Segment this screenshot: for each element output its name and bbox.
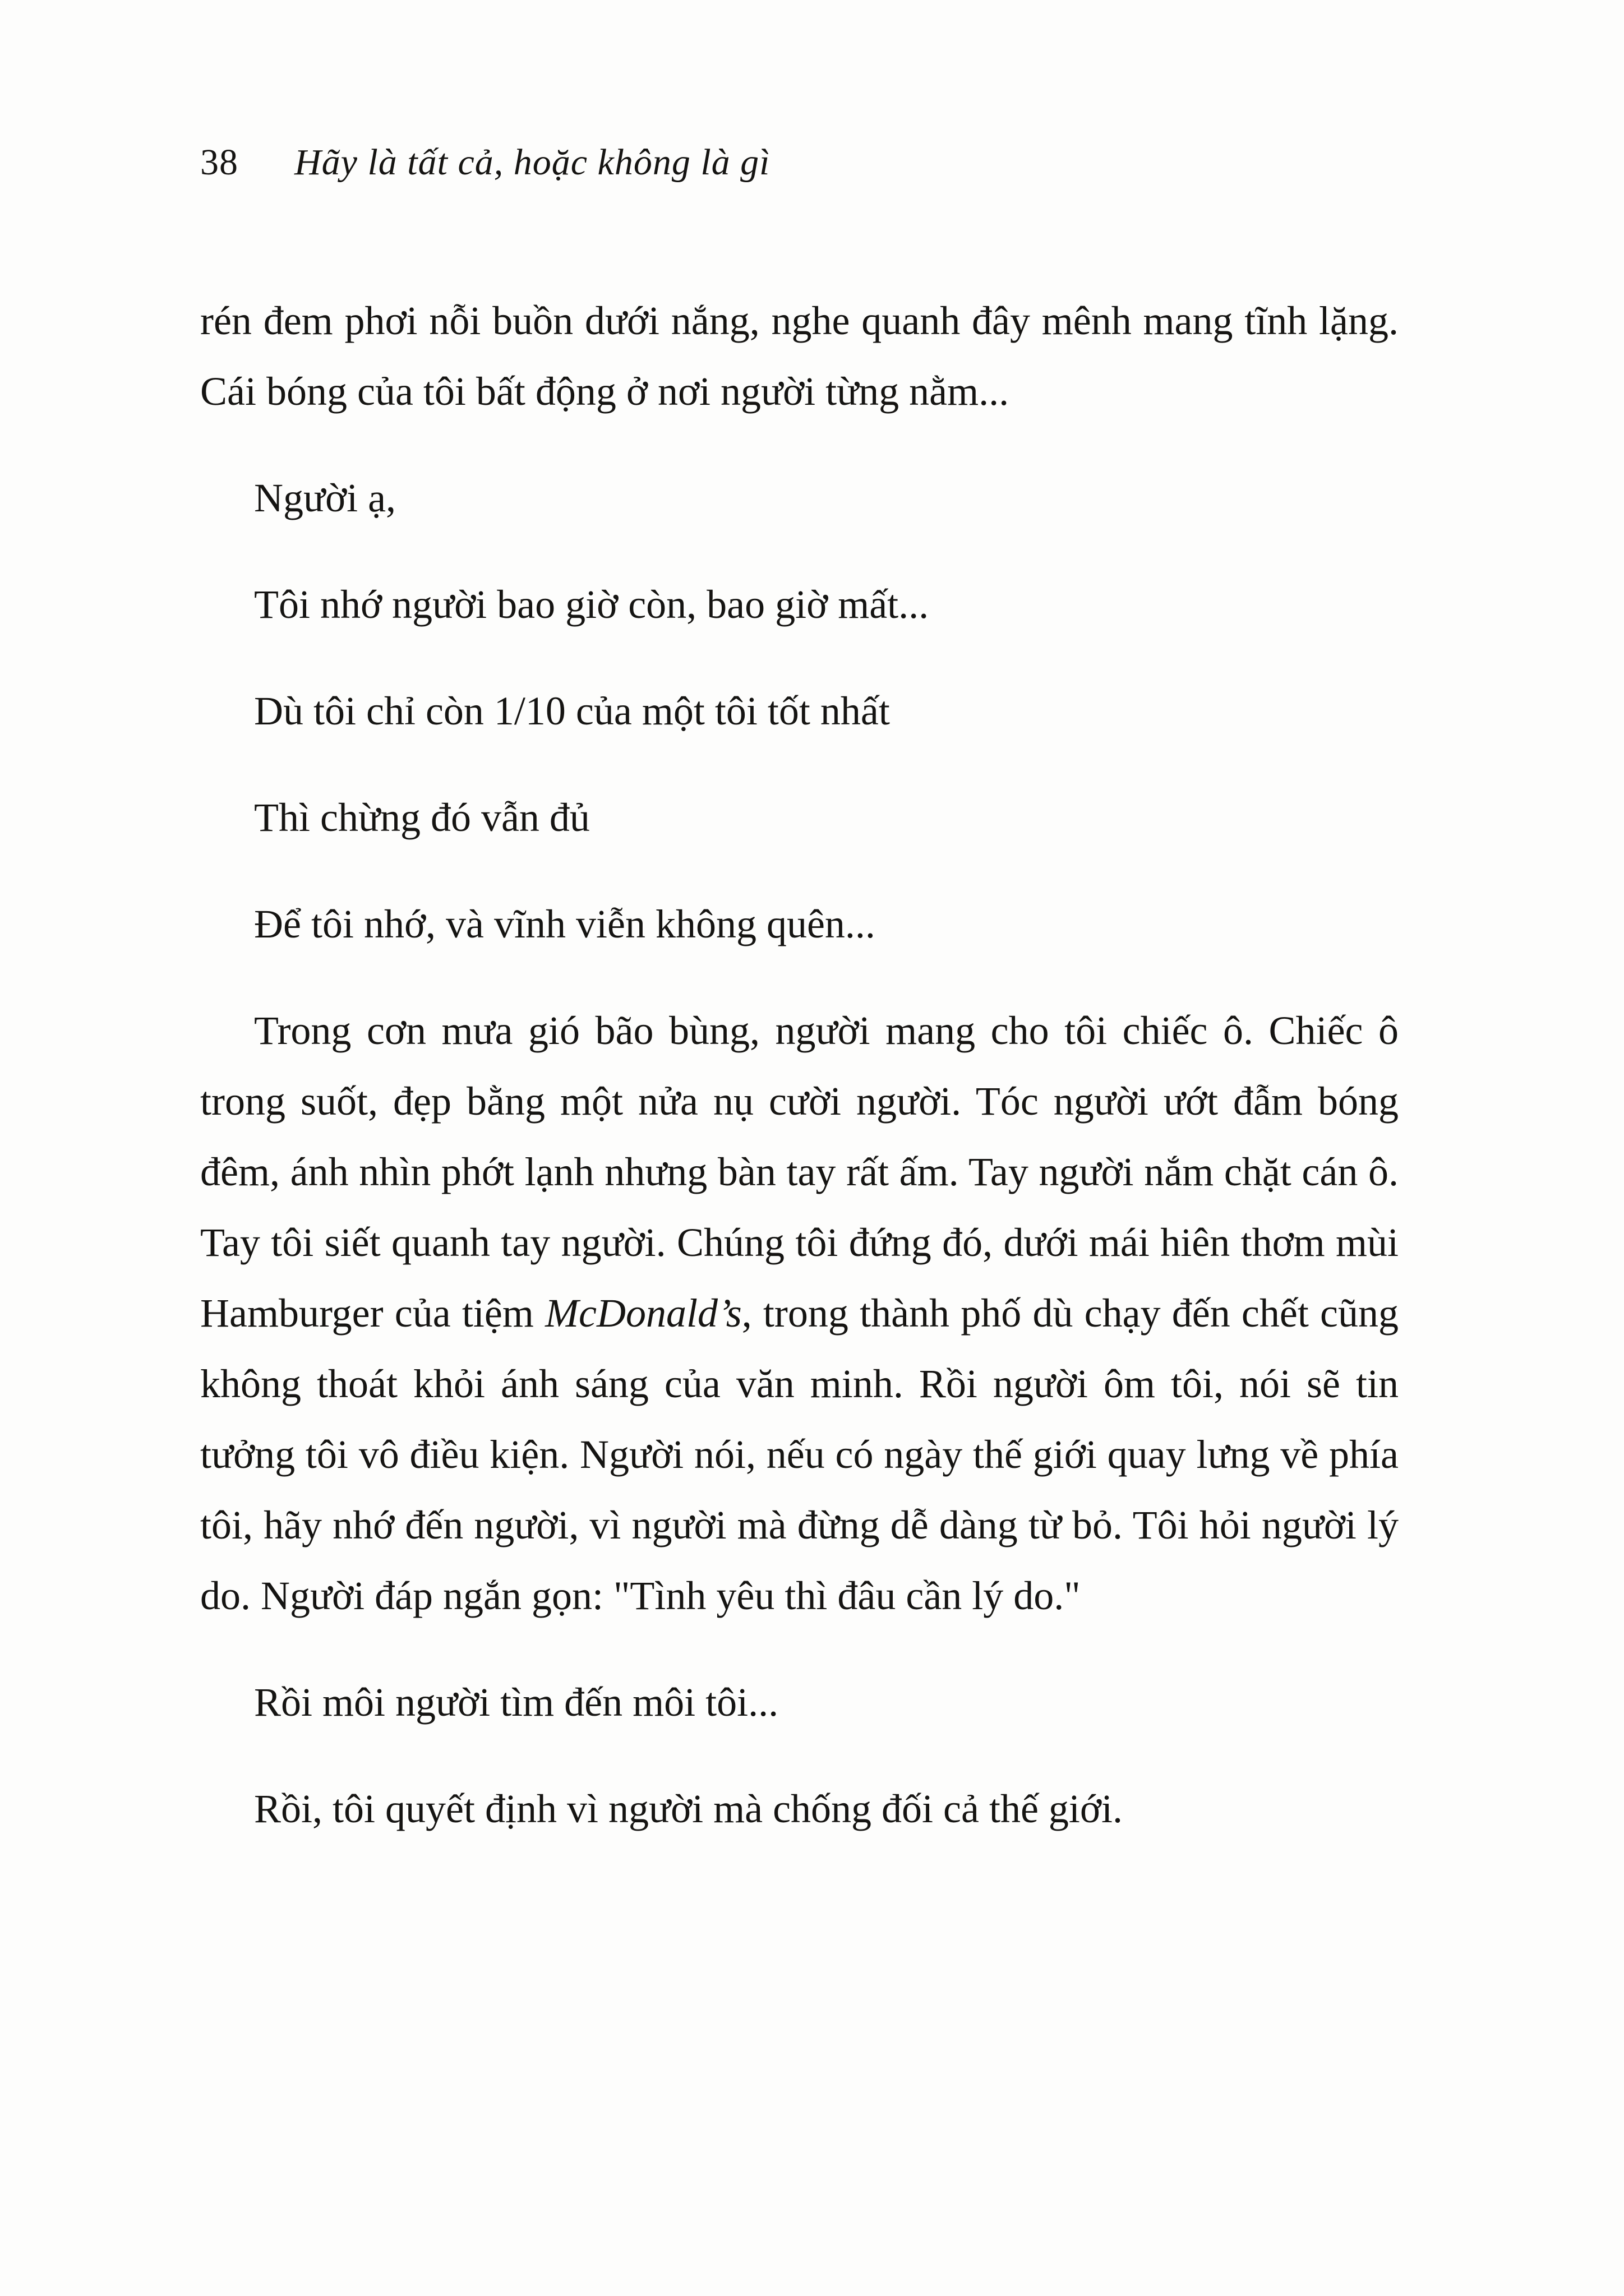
paragraph-segment-italic: McDonald’s bbox=[545, 1291, 742, 1336]
page-body bbox=[200, 285, 1399, 1844]
verse-line: Để tôi nhớ, và vĩnh viễn không quên... bbox=[254, 902, 875, 947]
paragraph-segment: , trong thành phố dù chạy đến chết cũng không thoát khỏi ánh sáng của văn minh. Rồi người ôm tôi, nói sẽ tin tưởng tôi vô điều kiện. Người nói, nếu có ngày thế giới quay lưng về phía tôi, hãy nhớ đến người, vì người mà đừng dễ dàng từ bỏ. Tôi hỏi người lý do. Người đáp ngắn gọn: "Tình yêu thì đâu cần lý do." bbox=[200, 1291, 1399, 1619]
verse-line: Rồi môi người tìm đến môi tôi... bbox=[254, 1680, 779, 1725]
paragraph-segment: Trong cơn mưa gió bão bùng, người mang cho tôi chiếc ô. Chiếc ô trong suốt, đẹp bằng một nửa nụ cười người. Tóc người ướt đẫm bóng đêm, ánh nhìn phớt lạnh nhưng bàn tay rất ấm. Tay người nắm chặt cán ô. Tay tôi siết quanh tay người. Chúng tôi đứng đó, dưới mái hiên thơm mùi Hamburger của tiệm bbox=[200, 1008, 1399, 1336]
running-header bbox=[200, 140, 1399, 184]
verse-line: Tôi nhớ người bao giờ còn, bao giờ mất... bbox=[254, 582, 929, 627]
verse-line: Thì chừng đó vẫn đủ bbox=[254, 795, 590, 840]
running-title: Hãy là tất cả, hoặc không là gì bbox=[294, 142, 771, 183]
page-number: 38 bbox=[200, 142, 238, 183]
paragraph bbox=[200, 995, 1399, 1631]
verse-line: Rồi, tôi quyết định vì người mà chống đối cả thế giới. bbox=[254, 1786, 1123, 1832]
verse-line: Người ạ, bbox=[254, 475, 396, 521]
verse-line: Dù tôi chỉ còn 1/10 của một tôi tốt nhất bbox=[254, 689, 890, 734]
paragraph: rén đem phơi nỗi buồn dưới nắng, nghe quanh đây mênh mang tĩnh lặng. Cái bóng của tôi bất động ở nơi người từng nằm... bbox=[200, 298, 1399, 414]
